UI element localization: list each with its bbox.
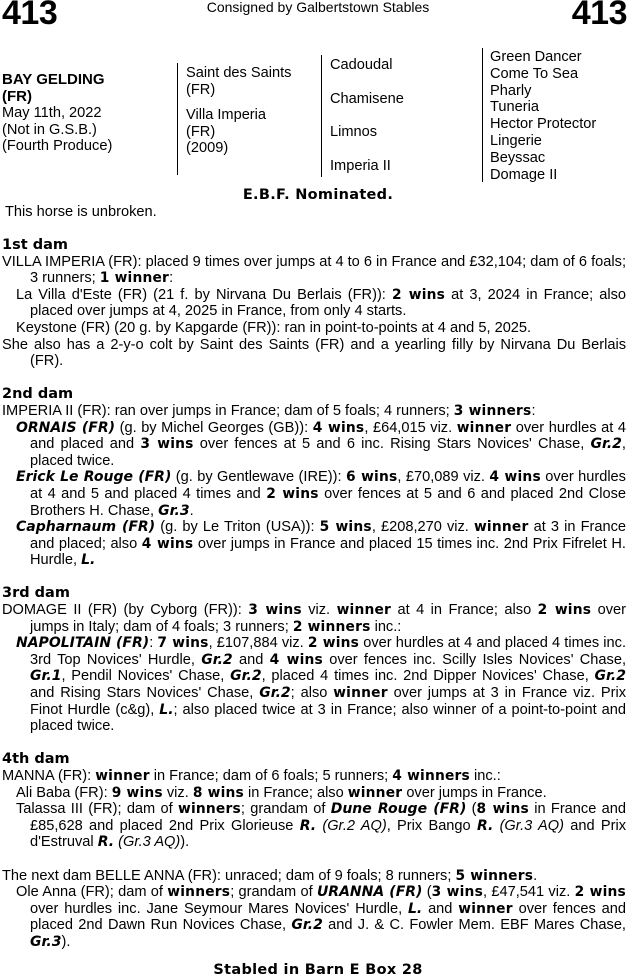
fourth-dam-header: 4th dam bbox=[2, 751, 70, 768]
first-dam-note: She also has a 2-y-o colt by Saint des Saints (FR) and a yearling filly by Nirvana Du Berlais (FR). bbox=[2, 336, 626, 370]
next-dam-section bbox=[2, 868, 626, 951]
stabled-location: Stabled in Barn E Box 28 bbox=[213, 962, 423, 978]
ggp-3: Pharly bbox=[490, 82, 532, 99]
horse-dob: May 11th, 2022 bbox=[2, 105, 102, 121]
lot-number-right: 413 bbox=[571, 0, 627, 32]
progeny-napolitain: NAPOLITAIN (FR): 7 wins, £107,884 viz. 2 wins over hurdles at 4 and placed 4 times inc. 3rd Top Novices' Hurdle, Gr.2 and 4 wins over fences inc. Scilly Isles Novices' Chase, Gr.1, Pendil Novices' Chase, Gr.2, placed 4 times inc. 2nd Dipper Novices' Chase, Gr.2 and Rising Stars Novices' Chase, Gr.2; also winner over jumps at 3 in France viz. Prix Finot Hurdle (c&g), L.; also placed twice at 3 in France; also winner of a point-to-point and placed twice. bbox=[16, 635, 626, 735]
second-dam-entry: IMPERIA II (FR): ran over jumps in France; dam of 5 foals; 4 runners; 3 winners: bbox=[2, 402, 536, 419]
pedigree-sire: Saint des Saints bbox=[186, 65, 292, 81]
second-dam-header: 2nd dam bbox=[2, 386, 74, 403]
pedigree-dam-origin: (FR) bbox=[186, 123, 216, 140]
third-dam-header: 3rd dam bbox=[2, 585, 70, 602]
next-dam-entry: The next dam BELLE ANNA (FR): unraced; dam of 9 foals; 8 runners; 5 winners. bbox=[2, 867, 538, 884]
third-dam-section bbox=[2, 585, 626, 734]
ggp-1: Green Dancer bbox=[490, 49, 582, 65]
ggp-4: Tuneria bbox=[490, 99, 539, 116]
unbroken-note: This horse is unbroken. bbox=[5, 204, 157, 220]
fourth-dam-section bbox=[2, 751, 626, 851]
gp-4: Imperia II bbox=[330, 157, 391, 174]
consignor: Consigned by Galbertstown Stables bbox=[206, 0, 430, 15]
horse-type: BAY GELDING bbox=[2, 71, 105, 88]
pedigree-great-grandparents bbox=[490, 49, 596, 183]
progeny-erick-le-rouge: Erick Le Rouge (FR) (g. by Gentlewave (IRE)): 6 wins, £70,089 viz. 4 wins over hurdles at 4 and 5 and placed 4 times and 2 wins over fences at 5 and 6 and placed 2nd Close Brothers H. Chase, Gr.3. bbox=[16, 469, 626, 519]
ggp-6: Lingerie bbox=[490, 132, 542, 149]
pedigree-divider-3 bbox=[482, 48, 483, 182]
third-dam-entry: DOMAGE II (FR) (by Cyborg (FR)): 3 wins viz. winner at 4 in France; also 2 wins over jumps in Italy; dam of 4 foals; 3 runners; 2 winners inc.: bbox=[2, 602, 626, 635]
ggp-7: Beyssac bbox=[490, 149, 546, 166]
horse-details bbox=[2, 72, 112, 155]
gp-2: Chamisene bbox=[330, 90, 404, 107]
gp-3: Limnos bbox=[330, 124, 378, 140]
progeny-ali-baba: Ali Baba (FR): 9 wins viz. 8 wins in France; also winner over jumps in France. bbox=[16, 784, 547, 801]
progeny-keystone: Keystone (FR) (20 g. by Kapgarde (FR)): ran in point-to-points at 4 and 5, 2025. bbox=[16, 319, 532, 336]
fourth-dam-entry: MANNA (FR): winner in France; dam of 6 foals; 5 runners; 4 winners inc.: bbox=[2, 768, 501, 784]
pedigree-divider-2 bbox=[321, 55, 322, 177]
pedigree-dam-year: (2009) bbox=[186, 140, 229, 156]
second-dam-section bbox=[2, 386, 626, 569]
ggp-2: Come To Sea bbox=[490, 65, 579, 82]
catalogue-body bbox=[2, 237, 626, 951]
gp-1: Cadoudal bbox=[330, 57, 393, 73]
horse-gsb: (Not in G.S.B.) bbox=[2, 121, 97, 138]
ebf-nominated: E.B.F. Nominated. bbox=[242, 187, 394, 203]
first-dam-entry: VILLA IMPERIA (FR): placed 9 times over jumps at 4 to 6 in France and £32,104; dam of 6 foals; 3 runners; 1 winner: bbox=[2, 253, 626, 287]
progeny-la-villa-deste: La Villa d'Este (FR) (21 f. by Nirvana Du Berlais (FR)): 2 wins at 3, 2024 in France; also placed over jumps at 4, 2025 in France, from only 4 starts. bbox=[16, 286, 626, 320]
progeny-ole-anna: Ole Anna (FR); dam of winners; grandam of URANNA (FR) (3 wins, £47,541 viz. 2 wins over hurdles inc. Jane Seymour Mares Novices' Hurdle, L. and winner over fences and placed 2nd Dawn Run Novices Chase, Gr.2 and J. & C. Fowler Mem. EBF Mares Chase, Gr.3). bbox=[16, 884, 626, 950]
pedigree-sire-origin: (FR) bbox=[186, 81, 216, 98]
pedigree-dam: Villa Imperia bbox=[186, 107, 267, 123]
horse-produce: (Fourth Produce) bbox=[2, 138, 113, 154]
first-dam-header: 1st dam bbox=[2, 237, 68, 253]
pedigree-parents bbox=[186, 65, 291, 157]
progeny-talassa-iii: Talassa III (FR); dam of winners; grandam of Dune Rouge (FR) (8 wins in France and £85,628 and placed 2nd Prix Glorieuse R. (Gr.2 AQ), Prix Bango R. (Gr.3 AQ) and Prix d'Estruval R. (Gr.3 AQ)). bbox=[16, 801, 626, 851]
lot-number-left: 413 bbox=[2, 0, 58, 32]
progeny-capharnaum: Capharnaum (FR) (g. by Le Triton (USA)): 5 wins, £208,270 viz. winner at 3 in France and placed; also 4 wins over jumps in France and placed 15 times inc. 2nd Prix Fifrelet H. Hurdle, L. bbox=[16, 519, 626, 569]
progeny-ornais: ORNAIS (FR) (g. by Michel Georges (GB)): 4 wins, £64,015 viz. winner over hurdles at 4 and placed and 3 wins over fences at 5 and 6 inc. Rising Stars Novices' Chase, Gr.2, placed twice. bbox=[16, 419, 626, 469]
first-dam-section bbox=[2, 237, 626, 370]
ggp-5: Hector Protector bbox=[490, 116, 597, 133]
horse-origin: (FR) bbox=[2, 87, 32, 105]
ggp-8: Domage II bbox=[490, 166, 558, 183]
pedigree-grandparents bbox=[330, 57, 404, 174]
pedigree-divider-1 bbox=[177, 63, 178, 175]
